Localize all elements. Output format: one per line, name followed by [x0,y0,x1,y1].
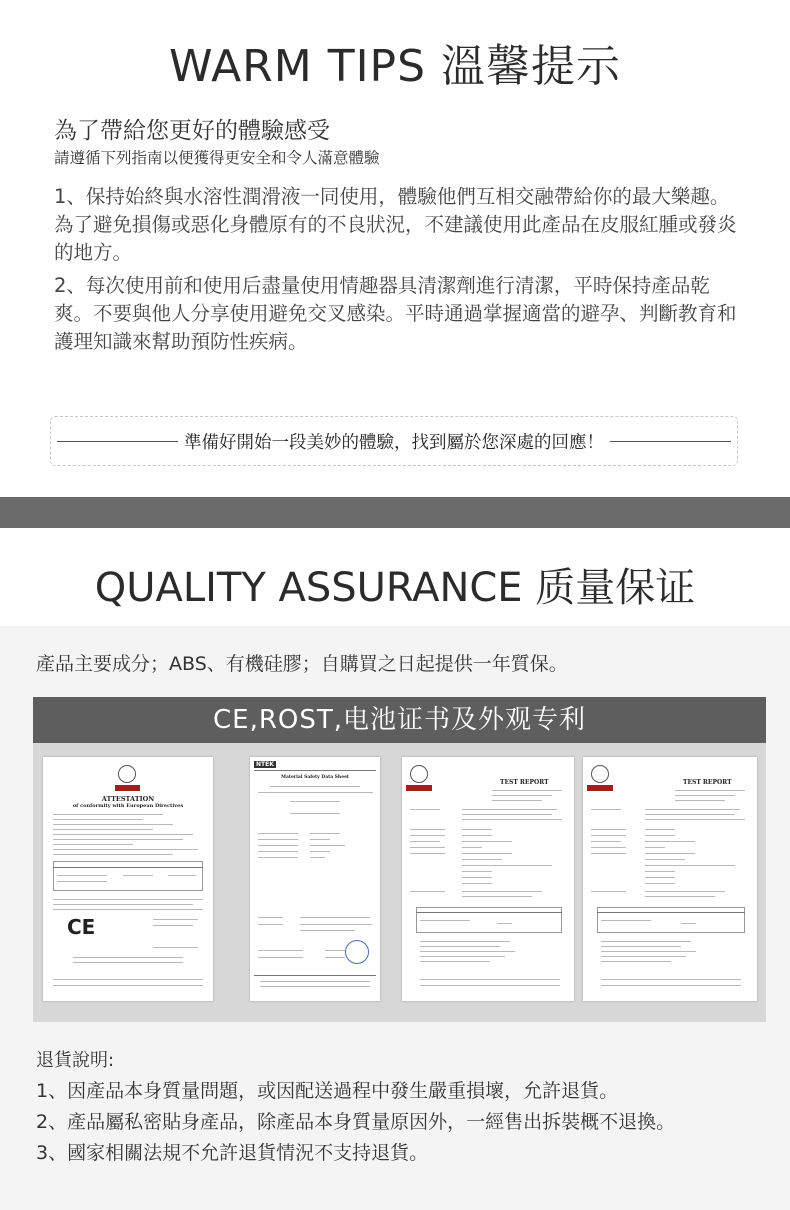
warm-tips-lead-small: 請遵循下列指南以便獲得更安全和令人滿意體驗 [54,149,380,167]
bureau-veritas-logo [115,785,140,791]
msds-title: Material Safety Data Sheet [280,775,350,780]
certificate-header: CE,ROST,电池证书及外观专利 [33,697,766,743]
refund-title: 退貨說明: [36,1050,115,1071]
banner-right-rule [610,441,731,442]
materials-text: 產品主要成分；ABS、有機硅膠；自購買之日起提供一年質保。 [36,653,568,675]
bureau-veritas-seal-icon-2 [410,765,428,783]
ntek-logo: NTEK [256,761,274,768]
certificate-test-report-1 [402,757,574,1001]
certificate-attestation [43,757,213,1001]
certificate-msds [250,757,380,1001]
ce-mark-icon: CE [67,915,96,939]
certificate-test-report-2 [583,757,757,1001]
refund-item-2: 2、產品屬私密貼身產品，除產品本身質量原因外，一經售出拆裝概不退換。 [36,1111,676,1133]
attestation-title: ATTESTATION [101,795,155,803]
bureau-veritas-seal-icon-3 [591,765,609,783]
warm-tips-paragraph-2: 2、每次使用前和使用后盡量使用情趣器具清潔劑進行清潔，平時保持產品乾爽。不要與他人分享使用避免交叉感染。平時通過掌握適當的避孕、判斷教育和護理知識來幫助預防性疾病。 [54,274,737,353]
bureau-veritas-logo-2 [406,785,432,791]
bureau-veritas-seal-icon [118,765,136,783]
warm-tips-lead-large: 為了帶給您更好的體驗感受 [54,118,330,144]
attestation-subtitle: of conformity with European Directives [72,803,184,809]
refund-item-1: 1、因產品本身質量問題，或因配送過程中發生嚴重損壞，允許退貨。 [36,1080,619,1102]
approval-stamp-icon [345,940,369,964]
banner-left-rule [57,441,178,442]
bureau-veritas-logo-3 [587,785,613,791]
test-report-title-1: TEST REPORT [500,779,549,786]
warm-tips-title: WARM TIPS 溫馨提示 [168,41,622,92]
warm-tips-paragraph-1: 1、保持始終與水溶性潤滑液一同使用，體驗他們互相交融帶給你的最大樂趣。為了避免損傷或惡化身體原有的不良狀況，不建議使用此產品在皮服紅腫或發炎的地方。 [54,185,737,264]
test-report-title-2: TEST REPORT [683,779,732,786]
experience-banner [50,416,738,466]
banner-text: 準備好開始一段美妙的體驗，找到屬於您深處的回應！ [184,432,604,453]
section-divider-bar [0,497,790,528]
quality-assurance-title: QUALITY ASSURANCE 质量保证 [94,565,696,611]
refund-item-3: 3、國家相關法規不允許退貨情況不支持退貨。 [36,1142,429,1164]
